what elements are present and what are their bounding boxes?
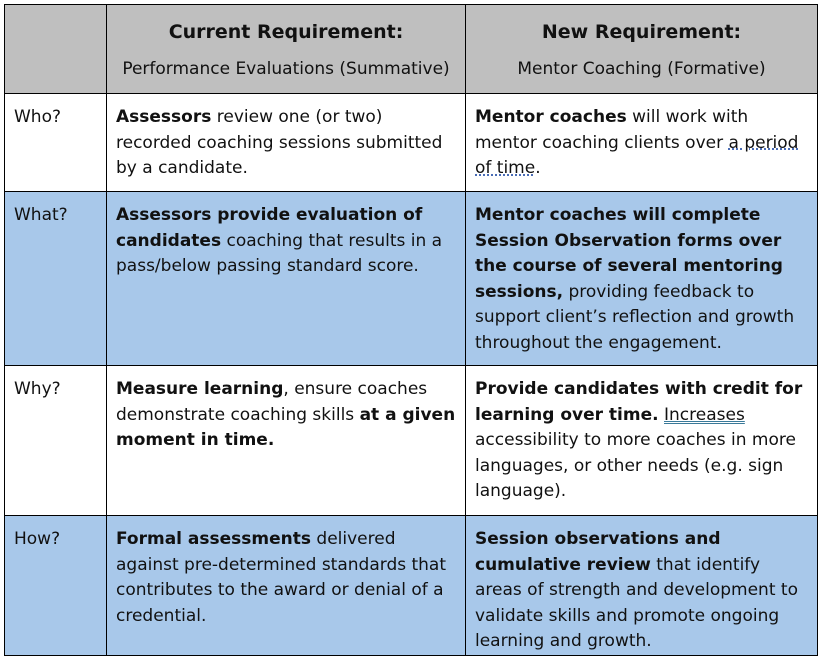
new-how-bold: Session observations and cumulative review xyxy=(475,529,721,575)
current-why-bold-2: at a given moment in time. xyxy=(116,404,456,451)
new-cell-what xyxy=(466,192,818,366)
new-why-text: accessibility to more coaches in more languages, or other needs (e.g. sign language). xyxy=(475,430,796,502)
new-who-underlined: a period of time xyxy=(475,132,799,179)
new-why-underlined: Increases xyxy=(664,404,745,425)
current-who-bold: Assessors xyxy=(116,107,212,127)
header-row xyxy=(5,5,818,94)
current-why-text: , ensure coaches demonstrate coaching skills xyxy=(116,379,428,425)
current-cell-how xyxy=(107,516,466,656)
header-new-requirement xyxy=(466,5,818,94)
new-who-bold: Mentor coaches xyxy=(475,107,627,127)
table-row-why xyxy=(5,366,818,516)
requirements-table xyxy=(4,4,818,656)
header-current-requirement xyxy=(107,5,466,94)
current-how-text: delivered against pre-determined standards that contributes to the award or denial of a credential. xyxy=(116,529,447,626)
new-requirement-title: New Requirement: xyxy=(541,21,742,43)
new-how-text: that identify areas of strength and development to validate skills and promote ongoing learning and growth. xyxy=(475,554,798,652)
row-label-what: What? xyxy=(5,192,107,366)
new-what-text: providing feedback to support client’s reflection and growth throughout the engagement. xyxy=(475,281,795,353)
current-cell-who xyxy=(107,94,466,192)
new-cell-who xyxy=(466,94,818,192)
current-what-text: coaching that results in a pass/below passing standard score. xyxy=(116,230,443,277)
row-label-how: How? xyxy=(5,516,107,656)
new-requirement-subtitle: Mentor Coaching (Formative) xyxy=(517,59,766,79)
row-label-who: Who? xyxy=(5,94,107,192)
row-label-why: Why? xyxy=(5,366,107,516)
table-row-what xyxy=(5,192,818,366)
table-row-how xyxy=(5,516,818,656)
header-empty-cell xyxy=(5,5,107,94)
new-cell-how xyxy=(466,516,818,656)
current-what-bold: Assessors provide evaluation of candidates xyxy=(116,205,423,251)
current-how-bold: Formal assessments xyxy=(116,529,311,549)
current-cell-what xyxy=(107,192,466,366)
current-cell-why xyxy=(107,366,466,516)
new-what-bold: Mentor coaches will complete Session Observation forms over the course of several mentoring sessions, xyxy=(475,205,783,302)
current-requirement-title: Current Requirement: xyxy=(168,21,404,43)
new-who-text: will work with mentor coaching clients over xyxy=(475,107,749,153)
new-why-bold: Provide candidates with credit for learning over time. xyxy=(475,379,803,425)
table-row-who xyxy=(5,94,818,192)
new-cell-why xyxy=(466,366,818,516)
current-who-text: review one (or two) recorded coaching sessions submitted by a candidate. xyxy=(116,107,443,179)
new-who-end: . xyxy=(535,158,541,179)
current-requirement-subtitle: Performance Evaluations (Summative) xyxy=(122,59,450,79)
current-why-bold-1: Measure learning xyxy=(116,379,284,399)
